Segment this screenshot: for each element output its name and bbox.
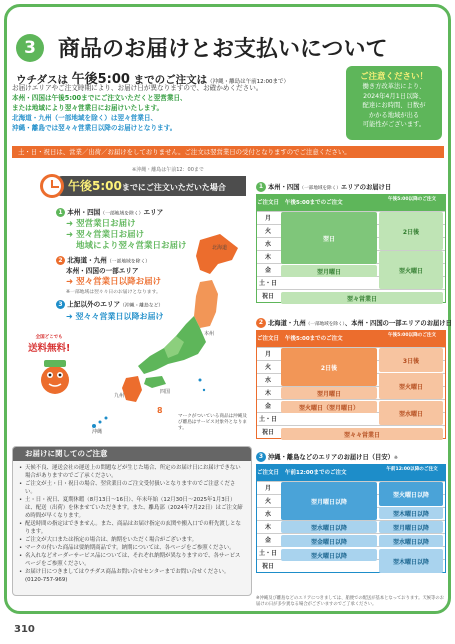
zone-head-tail: 本州・四国の一部エリア: [66, 267, 139, 275]
lead-post: までのご注文は: [129, 74, 208, 86]
zone-line: ➜ 翌々々営業日以降お届け: [66, 312, 164, 321]
table-title: [256, 182, 446, 194]
delivery-cell: 翌火曜日（翌月曜日）: [281, 401, 377, 413]
day-label: 金: [257, 264, 279, 276]
table-3-footnote: ※沖縄及び離島などのエリアにつきましては、船便での配送が基本となっております。天候等のお届けの日が多少異なる場合がございますのでご了承ください。: [256, 596, 444, 607]
table-body: [256, 330, 446, 439]
delivery-cell: 翌火曜日: [379, 373, 443, 399]
day-label: 土・日: [257, 547, 279, 559]
table-title-main: 沖縄・離島などのエリアのお届け日（目安）: [268, 454, 394, 461]
delivery-cell: 翌日: [281, 212, 377, 264]
delivery-cell: 翌々々営業日: [281, 428, 443, 440]
col-header: 午前12:00までのご注文: [285, 470, 347, 476]
delivery-cell: 翌火曜日: [379, 251, 443, 289]
free-shipping-small: 全国どこでも: [35, 335, 63, 340]
no-service-badge: 8: [157, 406, 163, 415]
col-header: ご注文日: [257, 470, 280, 476]
delivery-cell: 翌々営業日: [281, 292, 443, 304]
holiday-warning-bar: 土・日・祝日は、営業／出荷／お届けをしておりません。ご注文は翌営業日の受付となりますのでご注意ください。: [12, 146, 444, 158]
col-header: 午後5:00までのご注文: [285, 200, 343, 206]
zone-number: 1: [56, 208, 65, 217]
zone-head-small: （沖縄・離島など）: [120, 303, 164, 309]
col-header: 午後5:00以降のご注文: [387, 197, 437, 202]
delivery-cell: 翌月曜日: [281, 265, 377, 277]
day-label: 木: [257, 521, 279, 533]
info-line: 本州・四国は午後5:00までにご注文いただくと翌営業日、: [12, 94, 187, 102]
delivery-info: [12, 83, 342, 133]
table-header-row: [257, 195, 445, 211]
zone-head: 上記以外のエリア: [67, 300, 121, 309]
izu-island-dot: [199, 379, 202, 382]
table-title-small: （一部地域を除く）: [299, 186, 341, 191]
note-item: • ご注文が土・日・祝日の場合、翌営業日のご注文受付扱いとなりますのでご注意ください。: [19, 480, 245, 496]
delivery-cell: 翌木曜日以降: [379, 507, 443, 519]
zone-line: ➜ 翌営業日お届け: [66, 219, 136, 229]
zone-sub: ※一部地域は翌々々日のお届けとなります。: [66, 289, 161, 295]
day-label: 土・日: [257, 413, 279, 425]
kyushu-shape: [122, 376, 142, 402]
deadline-banner: [52, 176, 246, 196]
okinawa-dot: [105, 417, 108, 420]
izu-island-dot: [203, 389, 205, 391]
delivery-table-1: [256, 182, 446, 303]
day-label: 木: [257, 387, 279, 399]
day-label: 火: [257, 361, 279, 373]
col-header: ご注文日: [257, 336, 280, 342]
okinawa-note: マークがついている商品は沖縄及び離島はサービス対象外となります。: [178, 414, 247, 432]
col-header: 午前12:00以降のご注文: [386, 467, 438, 472]
day-label: 木: [257, 251, 279, 263]
day-label: 月: [257, 348, 279, 360]
note-item: • 名入れなどオーダーサービス品については、それぞれ納期が異なりますので、各サービスページをご参照ください。: [19, 552, 245, 568]
table-title-tail: 、本州・四国の一部エリアのお届け日: [344, 320, 452, 327]
delivery-table-2: [256, 318, 452, 439]
table-title: [256, 452, 446, 464]
table-header-row: [257, 331, 445, 347]
table-title-small: ※: [393, 456, 398, 461]
page-title: 商品のお届けとお支払いについて: [58, 37, 388, 62]
delivery-table-3: [256, 452, 446, 573]
day-label: 水: [257, 508, 279, 520]
notice-line: 可能性がございます。: [362, 121, 426, 128]
delivery-cell: 翌火曜日以降: [281, 549, 377, 561]
hokkaido-shape: [196, 234, 238, 274]
shikoku-shape: [144, 376, 166, 388]
clock-icon: [40, 174, 64, 198]
free-shipping-label: [28, 334, 70, 354]
day-label: 月: [257, 212, 279, 224]
day-label: 土・日: [257, 277, 279, 289]
day-label: 火: [257, 495, 279, 507]
day-label: 水: [257, 374, 279, 386]
col-header: 午後5:00以降のご注文: [387, 333, 437, 338]
delivery-cell: 2日後: [379, 212, 443, 250]
note-item: • 土・日・祝日、夏期休暇（8月13日〜16日）、年末年始（12月30日〜2025年1月3日）は、配送（出荷）を休ませていただきます。また、離島部（2024年7月22日）はご注文締め時間が早くなります。: [19, 496, 245, 520]
zone-line: ➜ 翌々営業日以降お届け: [66, 276, 162, 287]
day-label: 金: [257, 534, 279, 546]
zone-line: ➜ 翌々営業日お届け: [66, 230, 145, 240]
info-line: 北海道・九州（一部地域を除く）は翌々営業日、: [12, 114, 158, 122]
label-kyushu: 九州: [114, 393, 125, 399]
note-item: • お届け日につきましてはウチダス商品お問い合せセンターまでお問い合せください。(0120-757-969): [19, 568, 245, 584]
info-line: お届けエリアやご注文時期により、お届け日が異なりますので、お確かめください。: [12, 84, 263, 92]
table-body: [256, 464, 446, 573]
day-label: 祝日: [257, 426, 279, 438]
delivery-cell: 2日後: [281, 348, 377, 386]
note-item: • マークの付いた商品は要納期商品です。納期については、各ページをご参照ください。: [19, 544, 245, 552]
zone-number: 3: [56, 300, 65, 309]
banner-time: 午後5:00: [68, 179, 122, 193]
zone-head-small: （一部地域を除く）: [106, 259, 151, 265]
info-line: 沖縄・離島では翌々々営業日以降のお届けとなります。: [12, 124, 177, 132]
label-shikoku: 四国: [160, 389, 171, 395]
page-number: 310: [14, 624, 35, 635]
table-number: 1: [256, 182, 266, 192]
table-number: 3: [256, 452, 266, 462]
notice-line: 働き方改革法により、: [362, 83, 426, 90]
delivery-cell: 翌金曜日以降: [281, 535, 377, 547]
zone-head-small: （一部地域を除く）: [100, 211, 144, 217]
day-label: 祝日: [257, 560, 279, 572]
mascot-icon: [36, 356, 74, 396]
notice-line: 配達にお時間、日数が: [362, 102, 426, 109]
zone-head: 北海道・九州: [67, 256, 107, 265]
col-header: ご注文日: [257, 200, 280, 206]
day-label: 月: [257, 482, 279, 494]
japan-map: [60, 230, 250, 440]
info-line: または地域により翌々営業日にお届けいたします。: [12, 104, 164, 112]
note-item: • ご注文が大口または指定の場合は、納期をいただく場合がございます。: [19, 536, 245, 544]
delivery-notes-box: [12, 446, 252, 596]
notes-list: [13, 461, 251, 587]
day-label: 火: [257, 225, 279, 237]
delivery-cell: 翌火曜日以降: [379, 482, 443, 506]
notice-line: かかる地域が出る: [368, 111, 420, 119]
delivery-cell: 翌月曜日以降: [281, 482, 377, 520]
delivery-cell: 3日後: [379, 348, 443, 372]
delivery-cell: 翌水曜日: [379, 401, 443, 425]
col-header: 午後5:00までのご注文: [285, 336, 343, 342]
delivery-cell: 翌水曜日以降: [281, 521, 377, 533]
label-okinawa: 沖縄: [92, 429, 103, 435]
label-honshu: 本州: [204, 331, 215, 337]
day-label: 祝日: [257, 290, 279, 302]
day-label: 水: [257, 238, 279, 250]
table-title-main: 北海道・九州: [268, 320, 306, 327]
lead-pre: ウチダスは: [16, 74, 72, 86]
delivery-cell: 翌水曜日以降: [379, 535, 443, 547]
label-hokkaido: 北海道: [212, 245, 228, 251]
table-title-main: 本州・四国: [268, 184, 300, 191]
free-shipping-text: 送料無料!: [28, 343, 71, 354]
delivery-cell: 翌月曜日以降: [379, 521, 443, 533]
section-number-badge: 3: [16, 34, 44, 62]
zone-number: 2: [56, 256, 65, 265]
day-label: 金: [257, 400, 279, 412]
tohoku-shape: [194, 280, 218, 328]
delivery-cell: 翌月曜日: [281, 387, 377, 399]
note-item: • 配送時間の指定はできません。また、商品はお届け指定の玄関や搬入口での軒先渡しとなります。: [19, 520, 245, 536]
banner-text: までにご注文いただいた場合: [121, 183, 226, 192]
delivery-cell: 翌木曜日以降: [379, 549, 443, 573]
lead-small: （沖縄・離島は午前12:00まで）: [207, 79, 289, 85]
notes-title: お届けに関してのご注意: [13, 447, 251, 461]
table-body: [256, 194, 446, 303]
table-title-tail: エリアのお届け日: [340, 184, 392, 191]
okinawa-dot: [99, 421, 102, 424]
table-number: 2: [256, 318, 266, 328]
zone-head: 本州・四国: [67, 208, 101, 217]
map-note: ※沖縄・離島は午前12：00まで: [132, 167, 204, 173]
note-item: • 天候不良、運送会社の運送上の問題などが生じた場合、所定のお届け日にお届けできない場合がありますのでご了承ください。: [19, 464, 245, 480]
table-header-row: [257, 465, 445, 481]
notice-title: ご注意ください！: [359, 72, 428, 82]
zone-head-tail: エリア: [143, 208, 164, 217]
table-title-small: （一部地域を除く）: [305, 322, 345, 327]
table-title: [256, 318, 452, 330]
lead-time: 午後5:00: [71, 72, 130, 87]
zone-line: 地域により翌々営業日お届け: [76, 241, 187, 251]
notice-line: 2024年4月1日以降、: [363, 92, 425, 100]
notice-box: [346, 66, 442, 140]
